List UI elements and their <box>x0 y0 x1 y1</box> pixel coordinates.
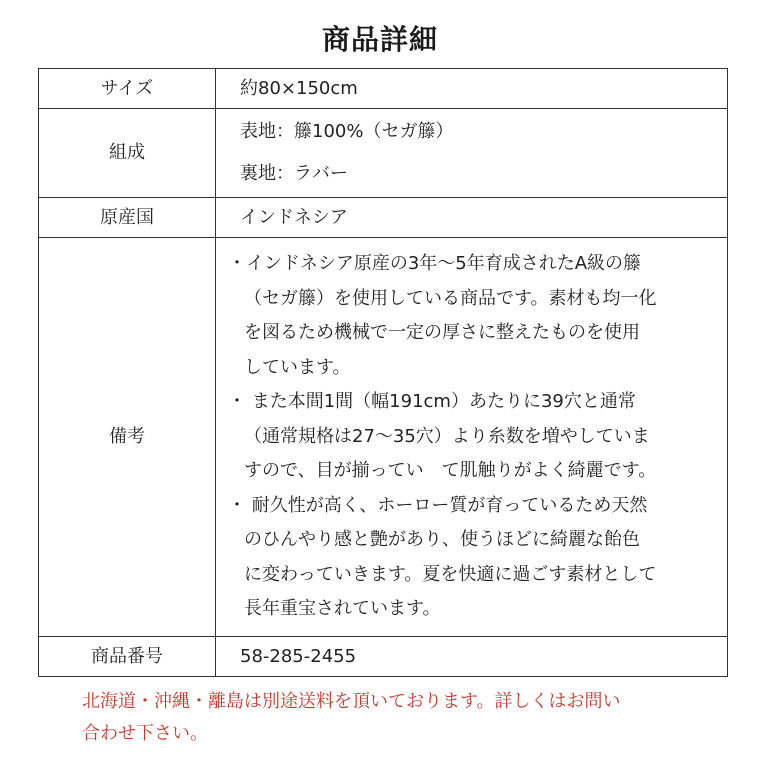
spec-value-composition <box>216 109 728 198</box>
spec-value-origin: インドネシア <box>216 198 728 238</box>
spec-row-composition <box>39 109 728 198</box>
spec-label-composition: 組成 <box>39 109 216 198</box>
note-line: すので、目が揃ってい て肌触りがよく綺麗です。 <box>244 460 657 482</box>
shipping-note-line: 合わせ下さい。 <box>82 723 208 744</box>
spec-row-notes <box>39 238 728 637</box>
spec-label-size: サイズ <box>39 69 216 109</box>
note-line: （セガ籐）を使用している商品です。素材も均一化 <box>244 287 657 309</box>
shipping-note <box>82 686 722 750</box>
spec-label-origin: 原産国 <box>39 198 216 238</box>
note-line: しています。 <box>244 356 351 378</box>
composition-line: 裏地：ラバー <box>240 163 348 184</box>
note-line: ・ 耐久性が高く、ホーロー質が育っているため天然 <box>228 494 648 516</box>
spec-row-product-code <box>39 637 728 677</box>
spec-row-size <box>39 69 728 109</box>
note-line: （通常規格は27〜35穴）より糸数を増やしていま <box>244 425 650 447</box>
note-line: のひんやり感と艶があり、使うほどに綺麗な飴色 <box>244 529 640 551</box>
page-title: 商品詳細 <box>321 23 438 56</box>
spec-value-size: 約80×150cm <box>216 69 728 109</box>
note-line: 長年重宝されています。 <box>244 598 441 620</box>
spec-table <box>38 68 728 677</box>
shipping-note-line: 北海道・沖縄・離島は別途送料を頂いております。詳しくはお問い <box>82 691 621 712</box>
note-line: ・ また本間1間（幅191cm）あたりに39穴と通常 <box>228 391 636 413</box>
spec-label-product-code: 商品番号 <box>39 637 216 677</box>
spec-value-notes <box>216 238 728 637</box>
spec-value-product-code: 58-285-2455 <box>216 637 728 677</box>
note-line: ・インドネシア原産の3年〜5年育成されたA級の籐 <box>228 253 642 275</box>
spec-label-notes: 備考 <box>39 238 216 637</box>
note-line: に変わっていきます。夏を快適に過ごす素材として <box>244 563 657 585</box>
composition-line: 表地：籐100%（セガ籐） <box>240 121 454 142</box>
note-line: を図るため機械で一定の厚さに整えたものを使用 <box>244 322 640 344</box>
spec-row-origin <box>39 198 728 238</box>
